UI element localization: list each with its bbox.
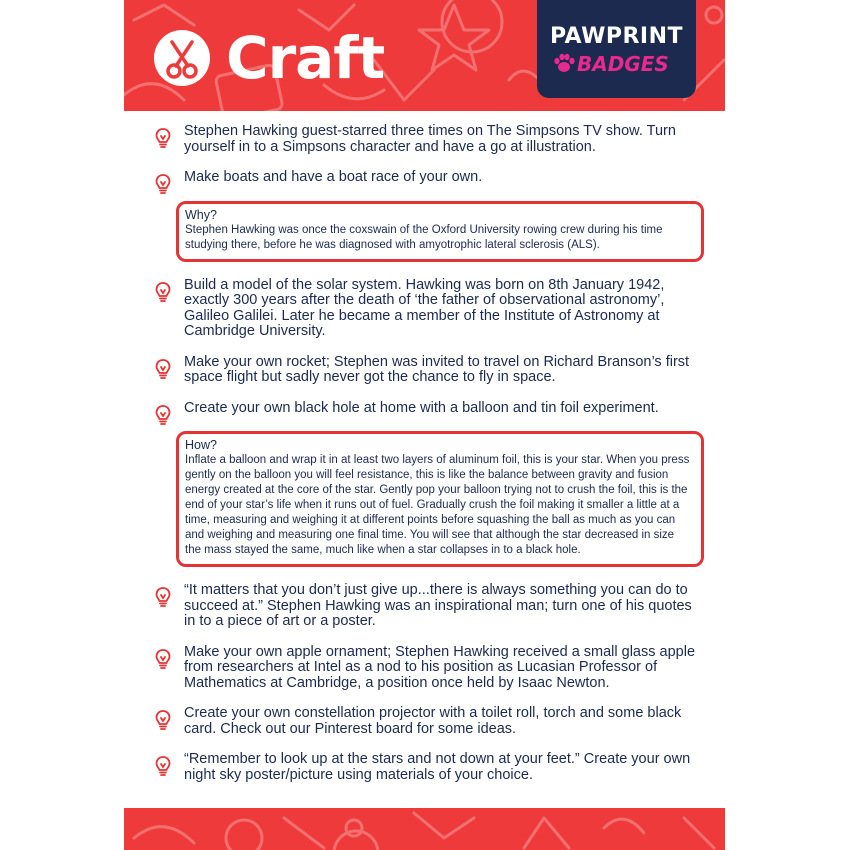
lightbulb-icon: [154, 281, 172, 303]
paw-icon: [553, 53, 577, 78]
list-item: [154, 355, 704, 386]
list-item-text: Create your own black hole at home with a balloon and tin foil experiment.: [184, 399, 659, 416]
list-item-text: “Remember to look up at the stars and not down at your feet.” Create your own night sky poster/picture using materials of your choice.: [184, 751, 691, 783]
lightbulb-icon: [154, 755, 172, 777]
list-item: [154, 645, 704, 692]
how-note: [176, 431, 704, 567]
list-item: [154, 401, 704, 417]
page-title: Craft: [226, 24, 385, 92]
why-note: [176, 201, 704, 262]
list-item-text: Make boats and have a boat race of your own.: [184, 169, 483, 185]
lightbulb-icon: [154, 173, 172, 195]
list-item: [154, 583, 704, 630]
why-heading: Why?: [185, 207, 217, 222]
lightbulb-icon: [154, 358, 172, 380]
logo-line2-row: [553, 52, 688, 78]
lightbulb-icon: [154, 127, 172, 149]
why-body: Stephen Hawking was once the coxswain of the Oxford University rowing crew during his time studying there, before he was diagnosed with amyotrophic lateral sclerosis (ALS).: [185, 223, 663, 251]
list-item-text: Stephen Hawking guest-starred three times on The Simpsons TV show. Turn yourself in to a Simpsons character and have a go at illustration.: [184, 123, 676, 155]
list-item-text: Make your own rocket; Stephen was invited to travel on Richard Branson’s first space flight but sadly never got the chance to fly in space.: [184, 353, 690, 385]
logo-line2: BADGES: [577, 52, 669, 76]
logo-line1: PAWPRINT: [549, 24, 684, 49]
craft-list: [154, 124, 704, 798]
list-item: [154, 752, 704, 783]
list-item: [154, 706, 704, 737]
scissors-icon: [154, 30, 210, 86]
scissors-badge: [154, 30, 210, 86]
list-item-text: Make your own apple ornament; Stephen Hawking received a small glass apple from researchers at Intel as a nod to his position as Lucasian Professor of Mathematics at Cambridge, a position once held by Isaac Newton.: [184, 643, 696, 691]
list-item: [154, 124, 704, 155]
lightbulb-icon: [154, 648, 172, 670]
lightbulb-icon: [154, 404, 172, 426]
list-item-text: Create your own constellation projector with a toilet roll, torch and some black card. Check out our Pinterest board for some ideas.: [184, 705, 682, 737]
list-item-text: Build a model of the solar system. Hawking was born on 8th January 1942, exactly 300 years after the death of ‘the father of observational astronomy’, Galileo Galilei. Later he became a member of the Institute of Astronomy at Cambridge University.: [184, 276, 665, 339]
how-body: Inflate a balloon and wrap it in at least two layers of aluminum foil, this is your star. When you press gently on the balloon you will feel resistance, this is like the balance between gravity and fusion energy created at the core of the star. Gently pop your balloon trying not to crush the foil, this is the end of your star’s life when it runs out of fuel. Gradually crush the foil making it smaller a little at a time, measuring and weighing it at different points before squashing the ball as much as you can and weighing and measuring one final time. You will see that although the star decreased in size the mass stayed the same, much like when a star collapses in to a black hole.: [185, 454, 690, 556]
header-banner: [124, 0, 725, 111]
list-item-text: “It matters that you don’t just give up...there is always something you can do to succeed at.” Stephen Hawking was an inspirational man; turn one of his quotes in to a piece of art or a poster.: [184, 582, 692, 629]
how-heading: How?: [185, 438, 217, 452]
lightbulb-icon: [154, 709, 172, 731]
lightbulb-icon: [154, 586, 172, 608]
footer-banner: [124, 808, 725, 850]
list-item: [154, 170, 704, 186]
pawprint-badges-logo: [537, 0, 696, 98]
footer-doodles: [124, 808, 725, 850]
page: [124, 0, 725, 850]
list-item: [154, 278, 704, 340]
